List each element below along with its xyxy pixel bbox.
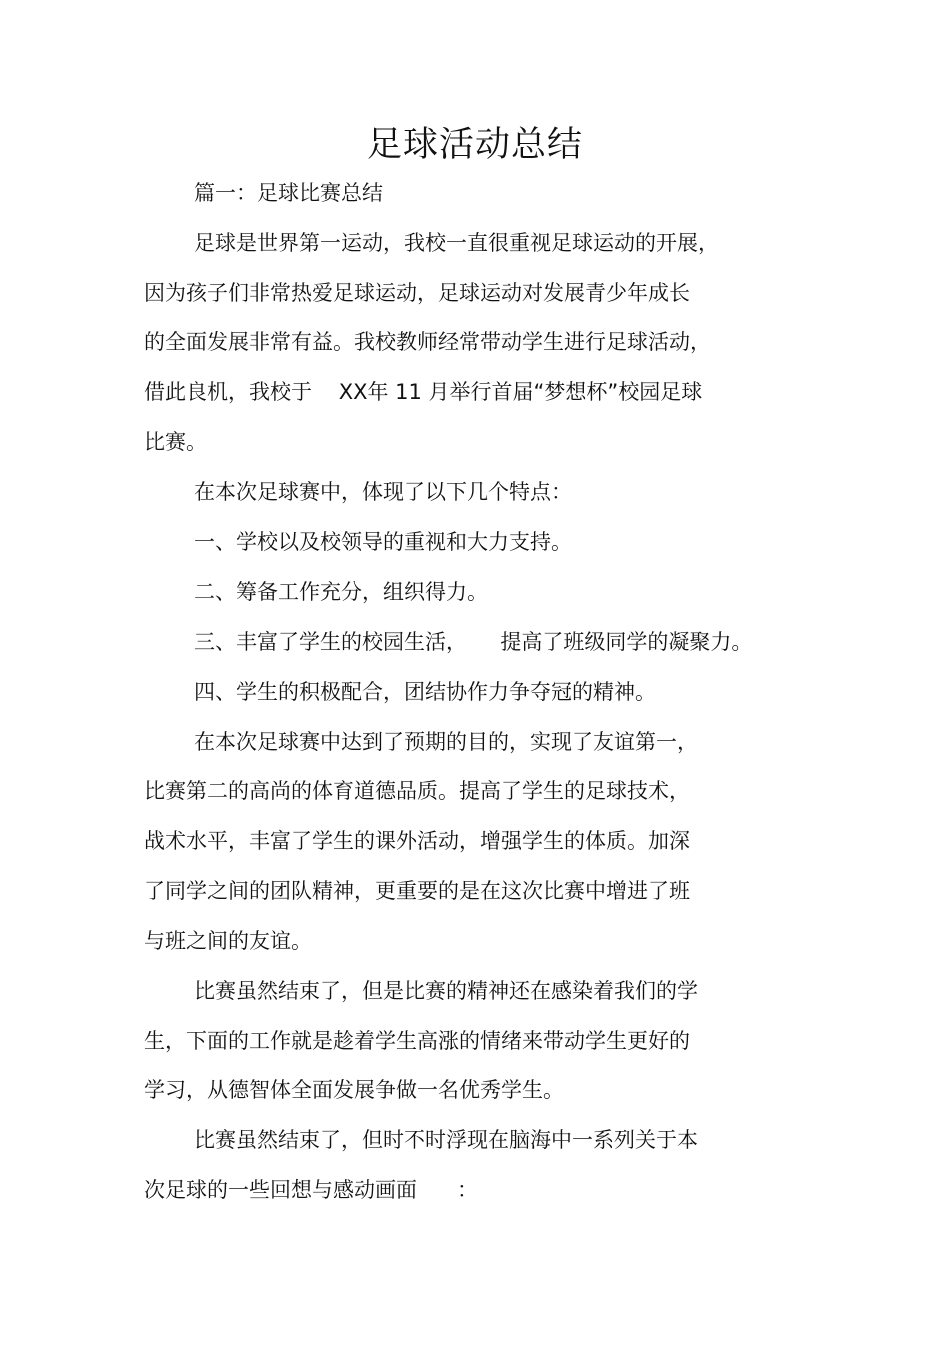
paragraph-line: 比赛虽然结束了，但是比赛的精神还在感染着我们的学 <box>194 979 698 1003</box>
list-item: 一、学校以及校领导的重视和大力支持。 <box>194 530 572 554</box>
paragraph-line: 的全面发展非常有益。我校教师经常带动学生进行足球活动， <box>144 330 711 354</box>
paragraph-line: 足球是世界第一运动，我校一直很重视足球运动的开展， <box>194 231 719 255</box>
paragraph-line: 了同学之间的团队精神，更重要的是在这次比赛中增进了班 <box>144 879 690 903</box>
list-item: 四、学生的积极配合，团结协作力争夺冠的精神。 <box>194 680 656 704</box>
document-title: 足球活动总结 <box>366 125 583 165</box>
paragraph-line: 生，下面的工作就是趁着学生高涨的情绪来带动学生更好的 <box>144 1029 690 1053</box>
paragraph-line: 比赛。 <box>144 430 207 454</box>
paragraph-line: 与班之间的友谊。 <box>144 929 312 953</box>
section-heading: 篇一：足球比赛总结 <box>194 181 383 205</box>
paragraph-line: 战术水平，丰富了学生的课外活动，增强学生的体质。加深 <box>144 829 690 853</box>
paragraph-line: 在本次足球赛中，体现了以下几个特点： <box>194 480 572 504</box>
paragraph-line: 比赛第二的高尚的体育道德品质。提高了学生的足球技术， <box>144 779 690 803</box>
list-item: 三、丰富了学生的校园生活， 提高了班级同学的凝聚力。 <box>194 630 753 654</box>
list-item: 二、筹备工作充分，组织得力。 <box>194 580 488 604</box>
paragraph-line: 学习，从德智体全面发展争做一名优秀学生。 <box>144 1078 564 1102</box>
paragraph-line: 借此良机，我校于 XX年 11 月举行首届“梦想杯”校园足球 <box>144 380 703 404</box>
paragraph-line: 比赛虽然结束了，但时不时浮现在脑海中一系列关于本 <box>194 1128 698 1152</box>
paragraph-line: 次足球的一些回想与感动画面 ： <box>144 1178 479 1202</box>
paragraph-line: 因为孩子们非常热爱足球运动，足球运动对发展青少年成长 <box>144 281 690 305</box>
paragraph-line: 在本次足球赛中达到了预期的目的，实现了友谊第一， <box>194 730 698 754</box>
